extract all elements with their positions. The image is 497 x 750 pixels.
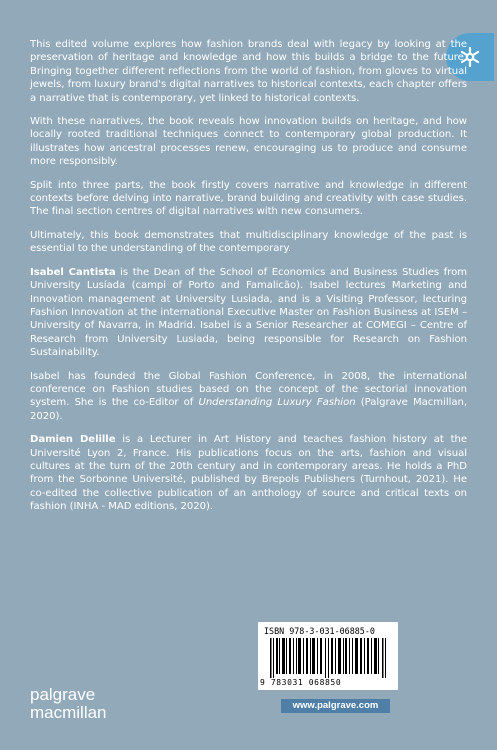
author-name-delille: Damien Delille bbox=[30, 434, 116, 446]
publisher-url[interactable]: www.palgrave.com bbox=[281, 699, 390, 713]
isbn-label: ISBN 978-3-031-06885-0 bbox=[264, 626, 375, 636]
author-bio-cantista-2 bbox=[30, 370, 467, 424]
author-bio-cantista-text: is the Dean of the School of Economics and Business Studies from University Lusíada (campi of Porto and Famalicão). Isabel lectures Marketing and Innovation management at University Lusiada, and is a Visiting Professor, lecturing Fashion Innovation at the international Executive Master on Fashion Business at ISEM – University of Navarra, in Madrid. Isabel is a Senior Researcher at COMEGI – Centre of Research from University Lusiada, being responsible for Research on Fashion Sustainability. bbox=[30, 266, 467, 359]
book-title-understanding-luxury-fashion: Understanding Luxury Fashion bbox=[198, 397, 356, 409]
author-bio-delille bbox=[30, 433, 467, 513]
publisher-logo-line2: macmillan bbox=[30, 703, 107, 722]
publisher-logo-line1: palgrave bbox=[30, 685, 96, 704]
barcode-box bbox=[258, 622, 398, 690]
barcode-digits: 9 783031 068850 bbox=[260, 678, 342, 687]
blurb-paragraph-2: With these narratives, the book reveals how innovation builds on heritage, and how locally rooted traditional techniques connect to contemporary global production. It illustrates how ancestral processes renew, encouraging us to produce and consume more responsibly. bbox=[30, 116, 467, 168]
author-bio-delille-text: is a Lecturer in Art History and teaches fashion history at the Université Lyon 2, France. His publications focus on the arts, fashion and visual cultures at the turn of the 20th century and in contemporary areas. He holds a PhD from the Sorbonne Université, published by Brepols Publishers (Turnhout, 2021). He co-edited the collective publication of an anthology of source and critical texts on fashion (INHA - MAD editions, 2020). bbox=[30, 434, 467, 513]
blurb-paragraph-3: Split into three parts, the book firstly covers narrative and knowledge in different contexts before delving into narrative, brand building and creativity with case studies. The final section centres of digital narratives with new consumers. bbox=[30, 179, 467, 218]
bio-cantista-2-before: Isabel has founded the Global Fashion Conference, in 2008, the international conference on Fashion studies based on the concept of the sectorial innovation system. She is the co-Editor of bbox=[30, 370, 467, 409]
publisher-logo bbox=[30, 686, 107, 722]
author-name-cantista: Isabel Cantista bbox=[30, 266, 116, 278]
barcode-icon bbox=[270, 638, 388, 678]
blurb-paragraph-4: Ultimately, this book demonstrates that multidisciplinary knowledge of the past is essential to the understanding of the contemporary. bbox=[30, 229, 467, 255]
back-cover-text bbox=[30, 38, 467, 524]
bio-cantista-2-after: (Palgrave Macmillan, 2020). bbox=[30, 397, 467, 422]
author-bio-cantista bbox=[30, 266, 467, 360]
blurb-paragraph-1: This edited volume explores how fashion brands deal with legacy by looking at the preservation of heritage and knowledge and how this builds a bridge to the future. Bringing together different reflections from the world of fashion, from gloves to virtual jewels, from luxury brand's digital narratives to historical contexts, each chapter offers a narrative that is contemporary, yet linked to historical contexts. bbox=[30, 39, 467, 104]
